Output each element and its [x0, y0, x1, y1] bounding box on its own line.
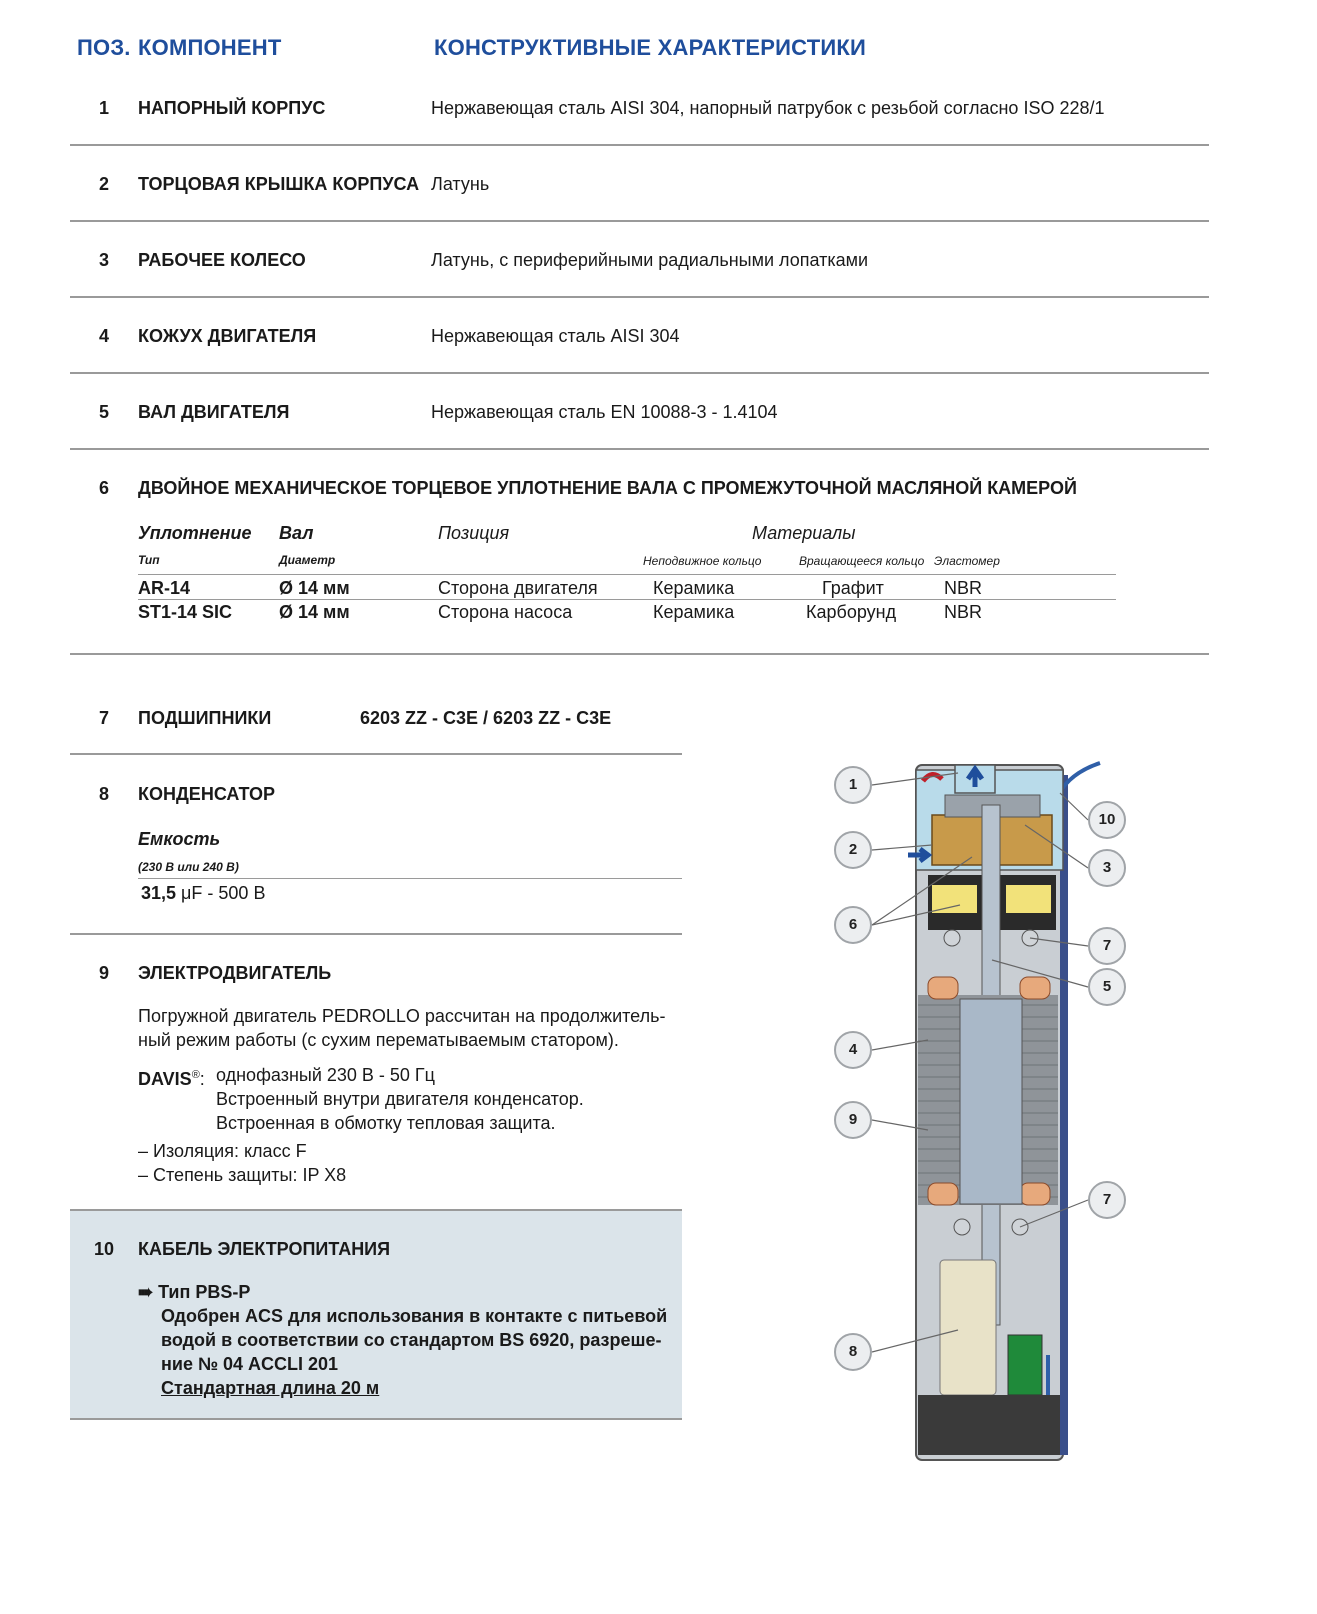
rotor — [960, 999, 1022, 1204]
seal-sub-type: Тип — [138, 553, 160, 567]
cable-sheath — [1060, 775, 1068, 1455]
cable-line4: Стандартная длина 20 м — [161, 1378, 380, 1398]
motor-brand-reg: ® — [191, 1069, 200, 1081]
header-component: КОМПОНЕНТ — [138, 35, 282, 60]
callout-marker: 7 — [1088, 927, 1126, 965]
row-number: 5 — [98, 402, 109, 422]
callout-marker: 4 — [834, 1031, 872, 1069]
row-number: 4 — [98, 326, 109, 346]
row-component: ДВОЙНОЕ МЕХАНИЧЕСКОЕ ТОРЦЕВОЕ УПЛОТНЕНИЕ ВАЛА С ПРОМЕЖУТОЧНОЙ МАСЛЯНОЙ КАМЕРОЙ — [138, 478, 1077, 498]
row-component: ЭЛЕКТРОДВИГАТЕЛЬ — [138, 963, 332, 983]
seal-rotating-ring: Карборунд — [806, 602, 897, 622]
row-number: 1 — [98, 98, 109, 118]
oil-right — [1006, 885, 1051, 913]
row-description: Латунь, с периферийными радиальными лопатками — [431, 250, 869, 270]
capacitor — [940, 1260, 996, 1395]
row-component: НАПОРНЫЙ КОРПУС — [138, 98, 326, 118]
oil-left — [932, 885, 977, 913]
row-number: 9 — [98, 963, 109, 983]
seal-position: Сторона насоса — [438, 602, 573, 622]
row-number: 2 — [98, 174, 109, 194]
row-description: Нержавеющая сталь EN 10088-3 - 1.4104 — [431, 402, 778, 422]
row-component: РАБОЧЕЕ КОЛЕСО — [138, 250, 306, 270]
row-component: ВАЛ ДВИГАТЕЛЯ — [138, 402, 290, 422]
row-description: Латунь — [431, 174, 490, 194]
capacitor-voltage-note: (230 В или 240 В) — [138, 860, 239, 874]
cable-line1: Одобрен ACS для использования в контакте с питьевой — [161, 1306, 668, 1326]
winding-top-right — [1020, 977, 1050, 999]
callout-marker: 1 — [834, 766, 872, 804]
divider — [70, 653, 1209, 655]
row-component: ТОРЦОВАЯ КРЫШКА КОРПУСА — [138, 174, 420, 194]
callout-marker: 6 — [834, 906, 872, 944]
row-number: 7 — [98, 708, 109, 728]
row-number: 3 — [98, 250, 109, 270]
motor-brand-name: DAVIS — [138, 1069, 192, 1089]
divider — [70, 372, 1209, 374]
seal-divider — [138, 599, 1116, 600]
seal-fixed-ring: Керамика — [653, 602, 735, 622]
callout-marker: 10 — [1088, 801, 1126, 839]
motor-insulation: – Изоляция: класс F — [138, 1141, 307, 1161]
seal-col-seal: Уплотнение — [138, 523, 252, 543]
cable-line3: ние № 04 ACCLI 201 — [161, 1354, 339, 1374]
motor-brand-colon: : — [199, 1069, 205, 1089]
winding-top-left — [928, 977, 958, 999]
row-number: 8 — [98, 784, 109, 804]
callout-marker: 8 — [834, 1333, 872, 1371]
callout-marker: 5 — [1088, 968, 1126, 1006]
row-component: КАБЕЛЬ ЭЛЕКТРОПИТАНИЯ — [138, 1239, 391, 1259]
seal-diameter: Ø 14 мм — [279, 602, 350, 622]
row-number: 6 — [98, 478, 109, 498]
row-number: 10 — [93, 1239, 115, 1259]
cable-type-label: Тип PBS-P — [158, 1282, 251, 1302]
seal-position: Сторона двигателя — [438, 578, 598, 598]
seal-diameter: Ø 14 мм — [279, 578, 350, 598]
callout-marker: 9 — [834, 1101, 872, 1139]
seal-elastomer: NBR — [944, 602, 983, 622]
callout-marker: 7 — [1088, 1181, 1126, 1219]
header-pos: ПОЗ. — [77, 35, 131, 60]
winding-bottom-left — [928, 1183, 958, 1205]
bearings-value: 6203 ZZ - C3E / 6203 ZZ - C3E — [360, 708, 612, 728]
motor-spec-line3: Встроенная в обмотку тепловая защита. — [216, 1113, 556, 1133]
bearing-bottom-left — [954, 1219, 970, 1235]
arrow-icon: ➠ — [138, 1282, 154, 1302]
callout-marker: 3 — [1088, 849, 1126, 887]
divider — [70, 753, 682, 755]
cable-line2: водой в соответствии со стандартом BS 6920, разреше- — [161, 1330, 662, 1350]
cable-type — [138, 1280, 250, 1304]
motor-spec-line2: Встроенный внутри двигателя конденсатор. — [216, 1089, 584, 1109]
motor-brand — [138, 1063, 205, 1091]
seal-sub-rotating: Вращающееся кольцо — [799, 554, 925, 568]
divider — [70, 933, 682, 935]
winding-bottom-right — [1020, 1183, 1050, 1205]
seal-elastomer: NBR — [944, 578, 983, 598]
seal-type: AR-14 — [138, 578, 191, 598]
seal-fixed-ring: Керамика — [653, 578, 735, 598]
row-component: КОНДЕНСАТОР — [138, 784, 276, 804]
divider — [70, 296, 1209, 298]
divider — [70, 448, 1209, 450]
header-characteristics: КОНСТРУКТИВНЫЕ ХАРАКТЕРИСТИКИ — [434, 35, 866, 60]
row-component: КОЖУХ ДВИГАТЕЛЯ — [138, 326, 317, 346]
motor-spec-line1: однофазный 230 В - 50 Гц — [216, 1065, 435, 1085]
bearing-top-left — [944, 930, 960, 946]
capacitor-capacity-label: Емкость — [138, 829, 221, 849]
motor-desc-line1: Погружной двигатель PEDROLLO рассчитан на продолжитель- — [138, 1006, 666, 1026]
motor-protection: – Степень защиты: IP X8 — [138, 1165, 347, 1185]
seal-sub-diameter: Диаметр — [279, 553, 336, 567]
seal-sub-fixed: Неподвижное кольцо — [643, 554, 762, 568]
seal-type: ST1-14 SIC — [138, 602, 233, 622]
seal-sub-elastomer: Эластомер — [934, 554, 1000, 568]
row-component: ПОДШИПНИКИ — [138, 708, 272, 728]
capacitor-value — [141, 883, 265, 904]
capacitor-value-unit: μF - 500 В — [176, 883, 266, 903]
callout-marker: 2 — [834, 831, 872, 869]
base — [918, 1395, 1060, 1455]
row-description: Нержавеющая сталь AISI 304 — [431, 326, 680, 346]
seal-col-position: Позиция — [438, 523, 510, 543]
divider — [70, 144, 1209, 146]
capacitor-divider — [138, 878, 682, 879]
capacitor-value-number: 31,5 — [141, 883, 177, 903]
seal-col-shaft: Вал — [279, 523, 314, 543]
seal-rotating-ring: Графит — [822, 578, 884, 598]
motor-desc-line2: ный режим работы (с сухим перематываемым статором). — [138, 1030, 619, 1050]
terminal-block — [1008, 1335, 1042, 1395]
seal-col-materials: Материалы — [752, 523, 856, 543]
divider — [70, 220, 1209, 222]
row-description: Нержавеющая сталь AISI 304, напорный патрубок с резьбой согласно ISO 228/1 — [431, 98, 1105, 118]
seal-divider — [138, 574, 1116, 575]
